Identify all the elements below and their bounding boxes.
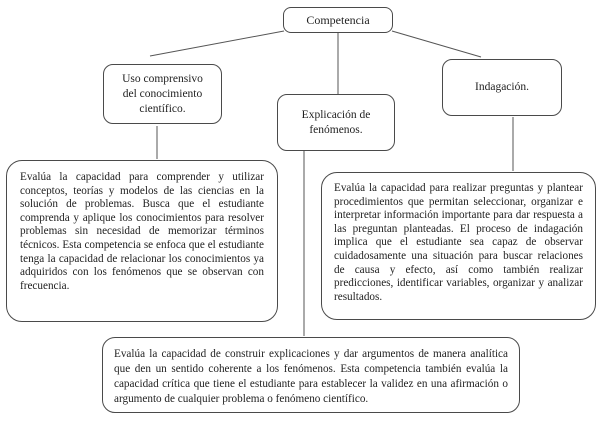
- branch-node-label: Explicación de fenómenos.: [301, 108, 371, 136]
- description-box-uso-comprensivo: [6, 160, 278, 322]
- branch-node-indagacion: [442, 59, 562, 116]
- connector-root-to-indagacion: [392, 31, 481, 57]
- root-node-competencia: [283, 7, 393, 33]
- description-text: Evalúa la capacidad para realizar preguntas y plantear procedimientos que permitan seleccionar, organizar e interpretar información importante para dar respuesta a las preguntan planteadas. El proceso de indagación implica que el estudiante sea capaz de observar cuidadosamente una situación para buscar relaciones de causa y efecto, así como también realizar predicciones, identificar variables, organizar y analizar resultados.: [334, 182, 583, 303]
- branch-node-label: Uso comprensivo del conocimiento científico.: [122, 72, 203, 115]
- description-text: Evalúa la capacidad para comprender y utilizar conceptos, teorías y modelos de las ciencias en la solución de problemas. Busca que el estudiante comprenda y aplique los conocimientos para resolver problemas sin necesidad de memorizar términos técnicos. Esta competencia se enfoca que el estudiante tenga la capacidad de relacionar los conocimientos ya adquiridos con los fenómenos que se observan con frecuencia.: [20, 171, 264, 292]
- connector-root-to-uso: [150, 31, 284, 56]
- branch-node-label: Indagación.: [475, 81, 529, 93]
- description-text: Evalúa la capacidad de construir explicaciones y dar argumentos de manera analítica que den un sentido coherente a los fenómenos. Esta competencia también evalúa la capacidad crítica que tiene el estudiante para establecer la validez en una afirmación o argumento de cualquier problema o fenómeno científico.: [114, 348, 508, 405]
- branch-node-uso-comprensivo: [103, 64, 222, 124]
- branch-node-explicacion: [277, 94, 395, 151]
- description-box-explicacion: [102, 337, 520, 413]
- root-node-label: Competencia: [306, 12, 370, 27]
- description-box-indagacion: [321, 172, 596, 320]
